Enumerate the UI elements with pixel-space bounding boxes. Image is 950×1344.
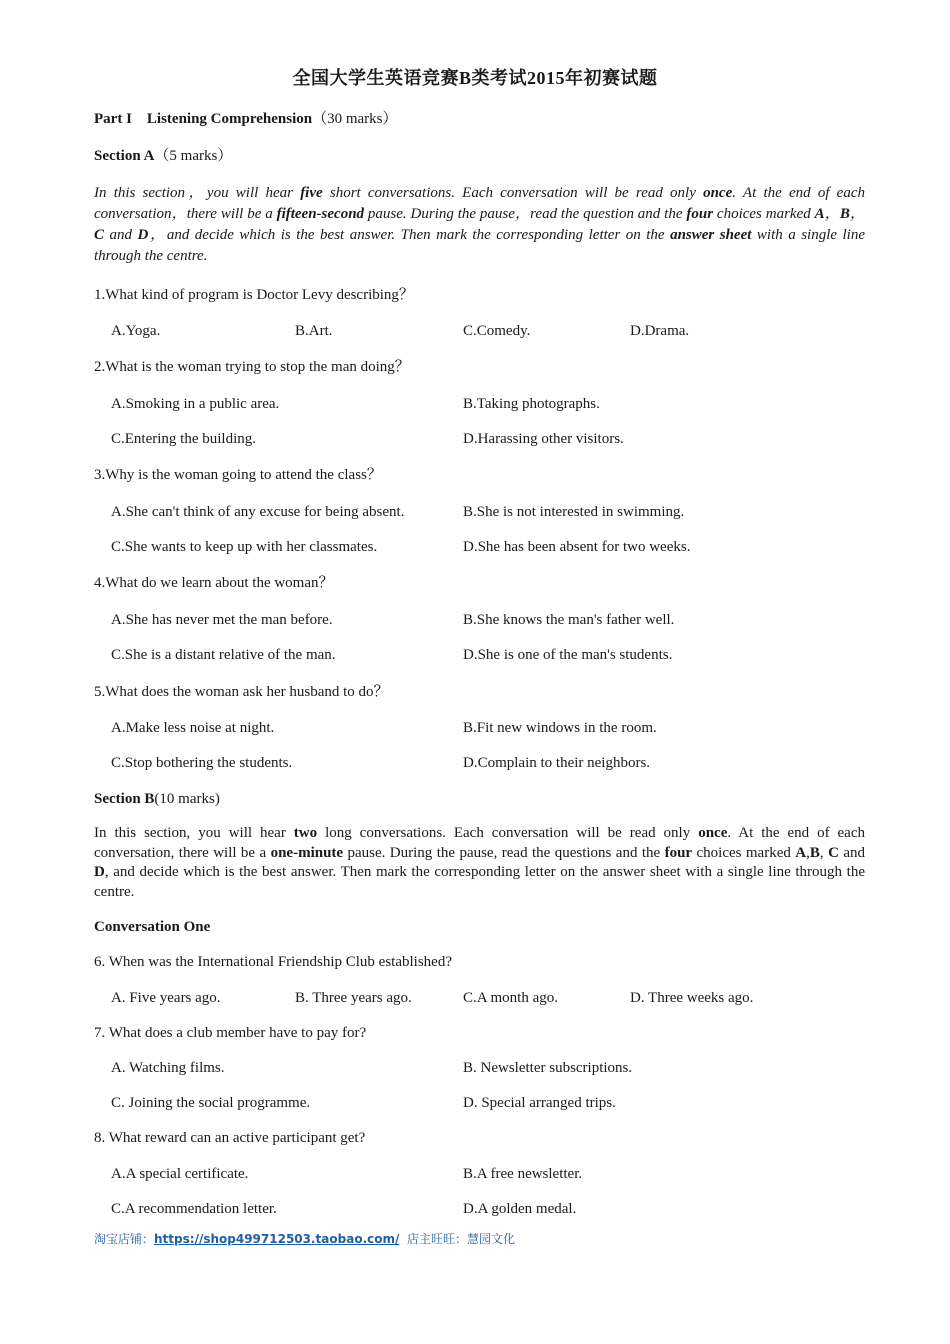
instr-text: , and decide which is the best answer. Then mark the corresponding letter on the answer sheet with a single line through the centre.	[94, 864, 865, 900]
instr-text: . At the end of each conversation，there will be a	[94, 185, 865, 222]
instr-emph: D	[94, 864, 105, 880]
instr-text: In this section, you will hear	[94, 825, 294, 841]
instr-emph: five	[300, 185, 323, 201]
instr-emph: B	[809, 844, 820, 861]
instr-text: pause. During the pause，read the question and the	[364, 206, 687, 222]
instr-emph: four	[686, 206, 714, 222]
q6-option-b: B. Three years ago.	[295, 990, 412, 1006]
footer-shop-label: 淘宝店铺：	[94, 1232, 155, 1246]
section-a-instructions	[94, 183, 865, 267]
q2-option-b: B.Taking photographs.	[463, 396, 600, 412]
q8-option-b: B.A free newsletter.	[463, 1166, 583, 1182]
q1-option-b: B.Art.	[295, 323, 333, 339]
q8-option-d: D.A golden medal.	[463, 1201, 577, 1217]
instr-text: ,	[806, 844, 810, 861]
instr-emph: C	[94, 227, 105, 243]
section-a-marks: （5 marks）	[154, 148, 233, 164]
footer-owner: 店主旺旺：慧园文化	[407, 1232, 516, 1246]
q2-option-a: A.Smoking in a public area.	[111, 396, 280, 412]
question-8: 8. What reward can an active participant get?	[94, 1130, 366, 1146]
q7-option-d: D. Special arranged trips.	[463, 1095, 616, 1111]
instr-text: long conversations. Each conversation will be read only	[317, 825, 699, 841]
section-b-heading	[94, 789, 220, 809]
q1-option-d: D.Drama.	[630, 323, 690, 339]
section-b-marks: (10 marks)	[154, 791, 220, 807]
instr-emph: four	[664, 844, 693, 861]
q6-option-c: C.A month ago.	[463, 990, 559, 1006]
section-a-label: Section A	[94, 148, 155, 164]
instr-emph: A	[795, 844, 807, 861]
q4-option-c: C.She is a distant relative of the man.	[111, 647, 336, 663]
question-6: 6. When was the International Friendship Club established?	[94, 954, 452, 970]
q4-option-d: D.She is one of the man's students.	[463, 647, 673, 663]
q5-option-b: B.Fit new windows in the room.	[463, 720, 657, 736]
part1-heading	[94, 109, 398, 129]
instr-text: and	[838, 844, 865, 861]
q1-option-a: A.Yoga.	[111, 323, 161, 339]
instr-text: choices marked	[692, 844, 796, 861]
question-2: 2.What is the woman trying to stop the man doing？	[94, 359, 410, 375]
q3-option-a: A.She can't think of any excuse for being absent.	[111, 504, 405, 520]
q5-option-a: A.Make less noise at night.	[111, 720, 275, 736]
q2-option-c: C.Entering the building.	[111, 431, 256, 447]
instr-emph: once	[698, 825, 728, 841]
section-a-heading	[94, 146, 232, 166]
footer-shop-info	[94, 1230, 515, 1247]
q8-option-a: A.A special certificate.	[111, 1166, 249, 1182]
section-b-instructions	[94, 824, 865, 902]
q3-option-c: C.She wants to keep up with her classmates.	[111, 539, 378, 555]
question-7: 7. What does a club member have to pay for?	[94, 1025, 367, 1041]
section-b-label: Section B	[94, 791, 155, 807]
q5-option-c: C.Stop bothering the students.	[111, 755, 293, 771]
instr-text: short conversations. Each conversation will be read only	[322, 185, 704, 201]
q2-option-d: D.Harassing other visitors.	[463, 431, 624, 447]
instr-emph: once	[703, 185, 733, 201]
question-1: 1.What kind of program is Doctor Levy describing？	[94, 287, 414, 303]
instr-text: ,	[819, 844, 829, 861]
shop-link[interactable]: https://shop499712503.taobao.com/	[154, 1232, 400, 1246]
instr-text: In this section，you will hear	[94, 185, 301, 201]
q7-option-b: B. Newsletter subscriptions.	[463, 1060, 633, 1076]
instr-text: ，and decide which is the best answer. Then mark the corresponding letter on the	[148, 227, 671, 243]
conversation-one-heading: Conversation One	[94, 919, 211, 935]
instr-emph: one-minute	[270, 844, 344, 861]
q8-option-c: C.A recommendation letter.	[111, 1201, 277, 1217]
question-5: 5.What does the woman ask her husband to do？	[94, 684, 389, 700]
q6-option-a: A. Five years ago.	[111, 990, 221, 1006]
q4-option-b: B.She knows the man's father well.	[463, 612, 675, 628]
instr-text: choices marked	[713, 206, 815, 222]
q7-option-a: A. Watching films.	[111, 1060, 225, 1076]
instr-text: and	[104, 227, 138, 243]
part1-label: Part I	[94, 111, 132, 127]
instr-emph: two	[293, 825, 318, 841]
q5-option-d: D.Complain to their neighbors.	[463, 755, 651, 771]
instr-emph: answer sheet	[670, 227, 752, 243]
q7-option-c: C. Joining the social programme.	[111, 1095, 311, 1111]
instr-emph: B	[839, 206, 850, 222]
q3-option-b: B.She is not interested in swimming.	[463, 504, 685, 520]
question-3: 3.Why is the woman going to attend the class？	[94, 467, 382, 483]
instr-emph: fifteen-second	[276, 206, 365, 222]
instr-text: pause. During the pause, read the questions and the	[343, 844, 665, 861]
instr-emph: D	[137, 227, 149, 243]
page-title: 全国大学生英语竞赛B类考试2015年初赛试题	[292, 68, 658, 88]
q4-option-a: A.She has never met the man before.	[111, 612, 333, 628]
instr-emph: C	[828, 844, 839, 861]
instr-emph: A	[814, 206, 825, 222]
part1-marks: （30 marks）	[312, 111, 398, 127]
instr-text: ，	[849, 206, 865, 222]
part1-name: Listening Comprehension	[146, 111, 313, 127]
instr-text: . At the end of each conversation, there will be a	[94, 825, 865, 861]
q1-option-c: C.Comedy.	[463, 323, 531, 339]
question-4: 4.What do we learn about the woman？	[94, 575, 334, 591]
q6-option-d: D. Three weeks ago.	[630, 990, 754, 1006]
instr-text: with a single line through the centre.	[94, 227, 866, 264]
instr-text: ，	[824, 206, 840, 222]
q3-option-d: D.She has been absent for two weeks.	[463, 539, 691, 555]
